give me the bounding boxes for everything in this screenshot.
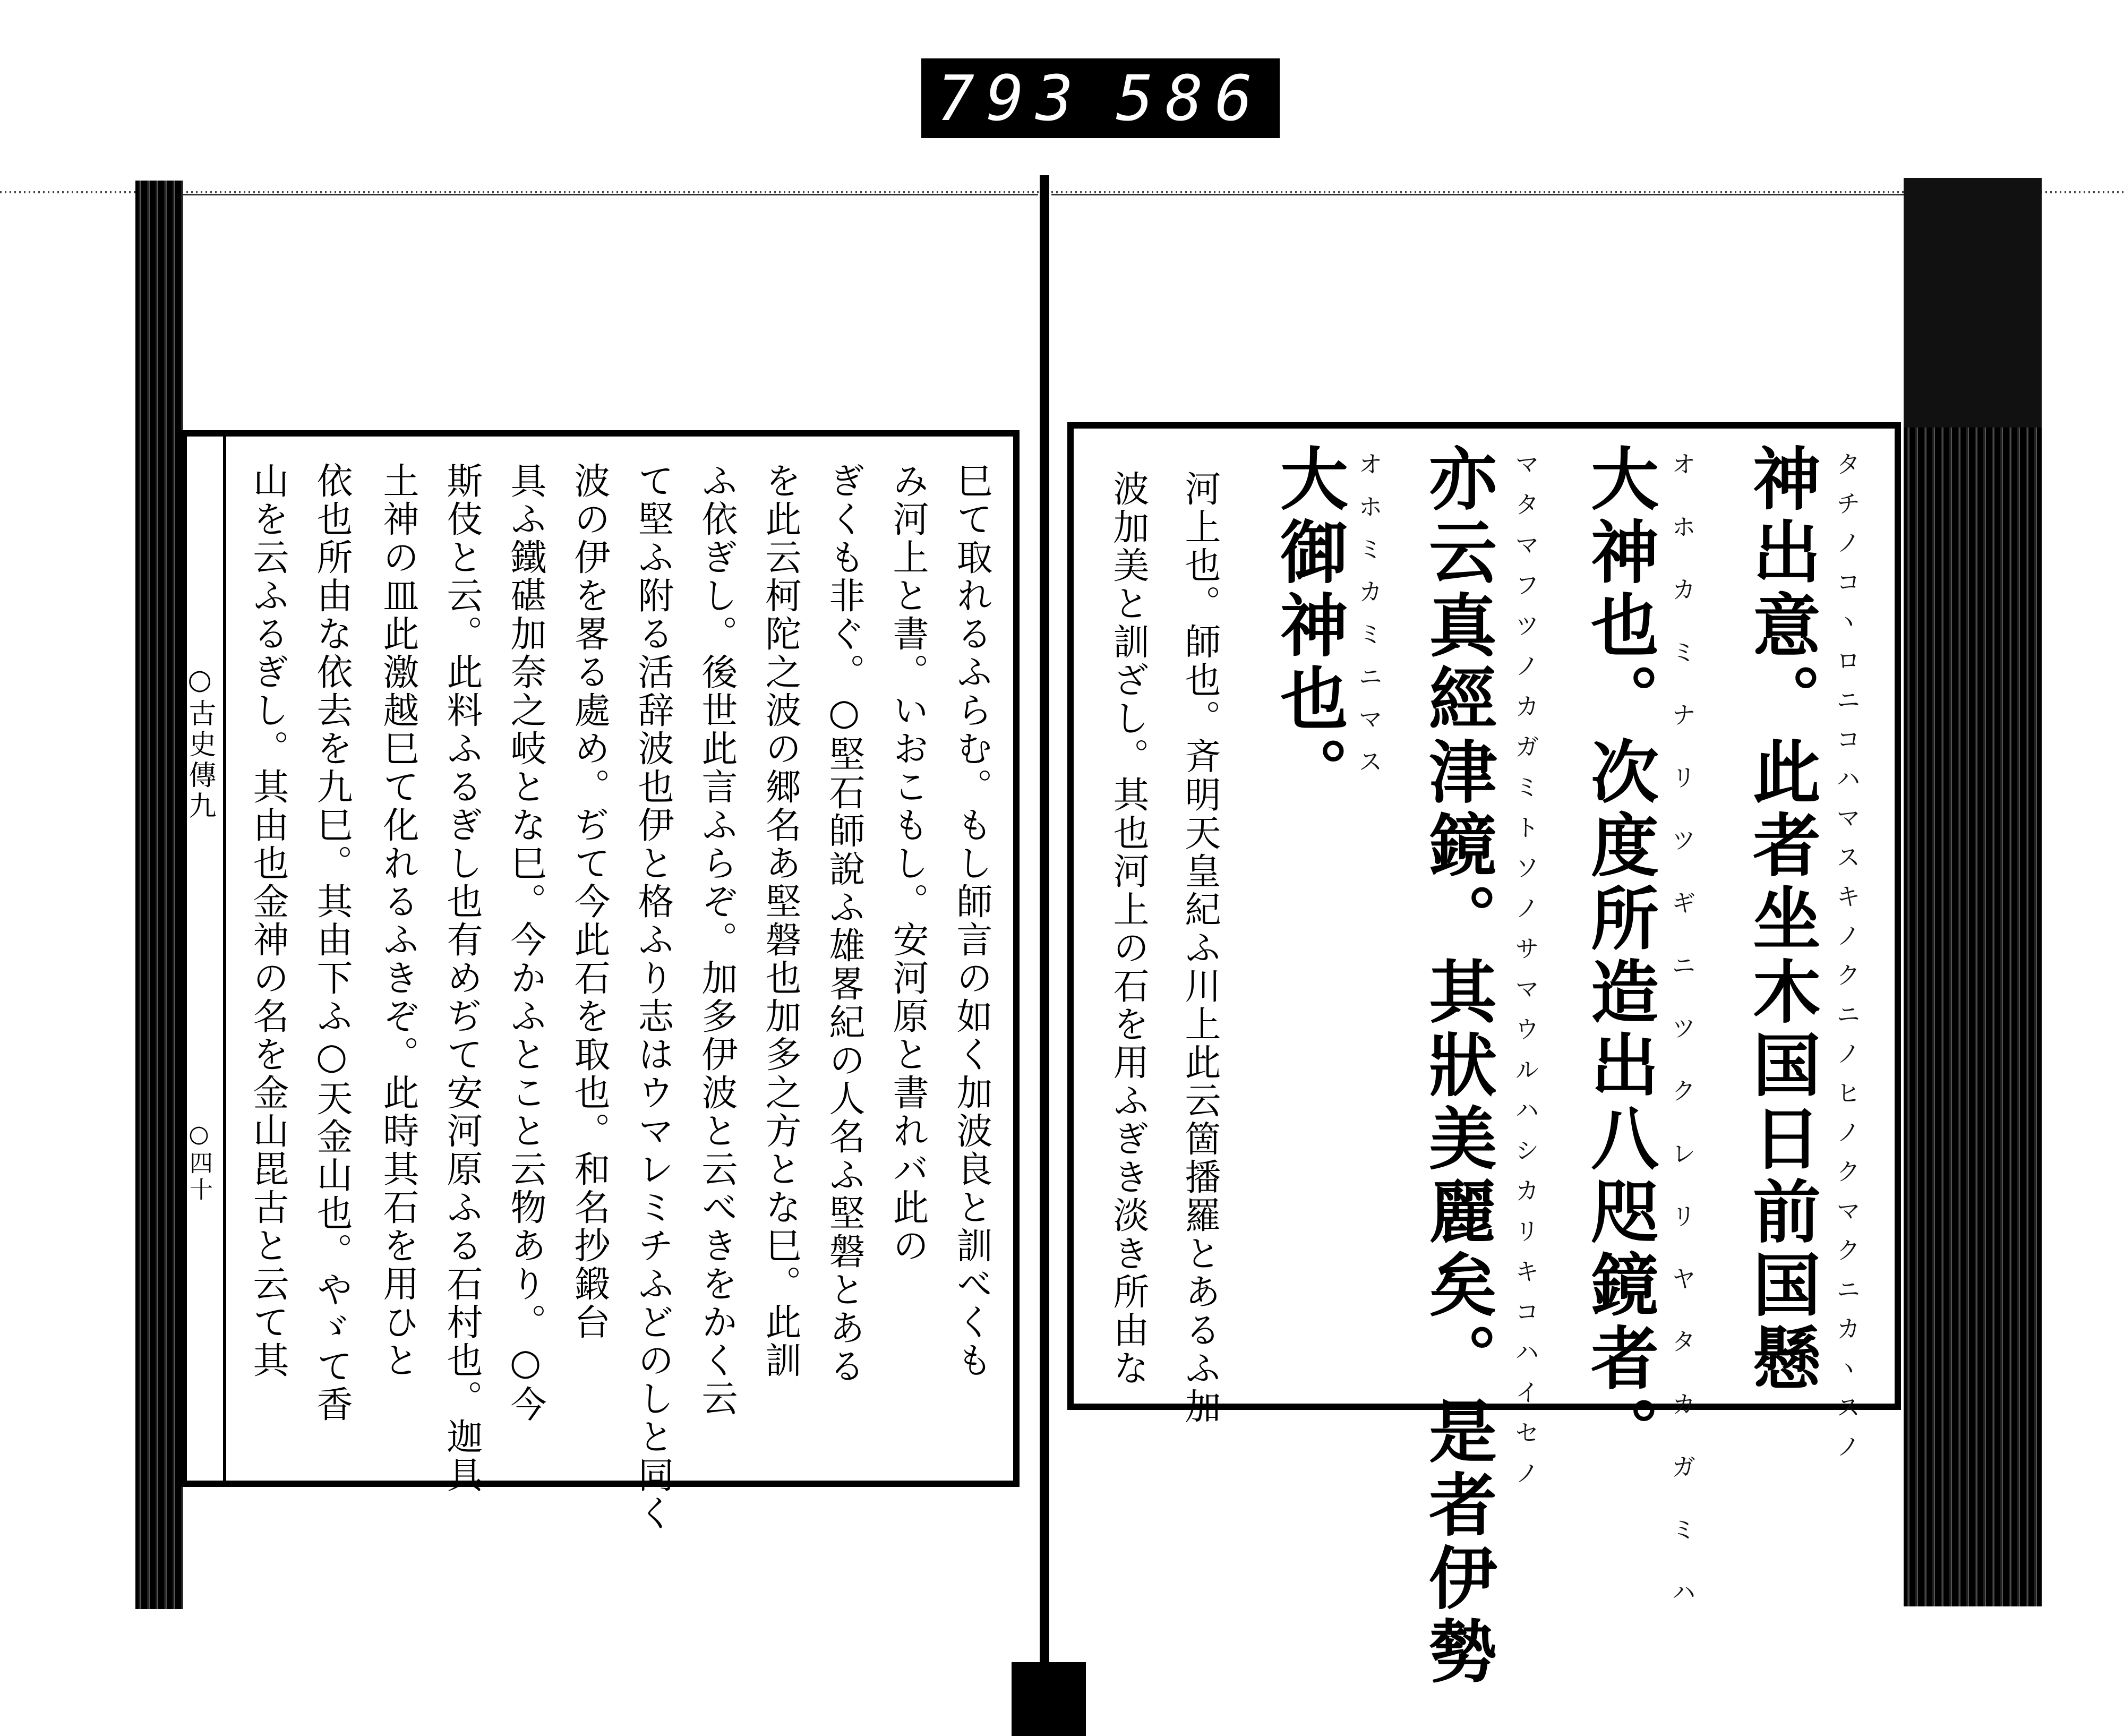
left-commentary-column-7: て堅ふ附る活辞波也伊と格ふり志はウマレミチふどのしと同く xyxy=(632,462,674,1533)
main-text-column-4: 大御神也。 xyxy=(1269,443,1348,810)
ruby-column-3: マタマフツノカガミトソノサマウルハシカリキコハイセノ xyxy=(1511,451,1540,1501)
catalog-number-right: 586 xyxy=(1116,62,1264,135)
main-text-column-3: 亦云真經津鏡。其狀美麗矣。是者伊勢 xyxy=(1417,443,1497,1689)
margin-page-number: ○四十 xyxy=(185,1121,212,1204)
right-page-edges-top xyxy=(1904,178,2042,427)
left-page-edges xyxy=(135,181,183,1609)
main-text-column-2: 大神也。次度所造出八咫鏡者。 xyxy=(1579,443,1659,1469)
left-commentary-column-2: 依也所由な依去を九巳。其由下ふ○天金山也。やゞて香 xyxy=(311,462,353,1424)
ruby-column-1: タチノコヽロニコハマスキノクニノヒノクマクニカヽスノ xyxy=(1832,451,1861,1473)
left-commentary-column-10: ぎくも非ぐ。○堅石師說ふ雄畧紀の人名ふ堅磐とある xyxy=(823,462,865,1386)
left-commentary-column-4: 斯伎と云。此料ふるぎし也有めぢて安河原ふる石村也。迦具 xyxy=(441,462,483,1494)
right-commentary-column-1: 河上也。師也。斉明天皇紀ふ川上此云箇播羅とあるふ加 xyxy=(1179,470,1221,1426)
spine-foot xyxy=(1012,1662,1086,1736)
margin-book-title: ○古史傳九 xyxy=(184,664,216,822)
left-margin-rule xyxy=(223,430,226,1487)
left-commentary-column-8: ふ依ぎし。後世此言ふらぞ。加多伊波と云べきをかく云 xyxy=(696,462,738,1418)
left-commentary-column-1: 山を云ふるぎし。其由也金神の名を金山毘古と云て其 xyxy=(247,462,289,1380)
left-commentary-column-6: 波の伊を畧る處め。ぢて今此石を取也。和名抄鍛台 xyxy=(568,462,610,1341)
top-edge-rule xyxy=(0,191,2124,193)
catalog-label xyxy=(921,58,1280,138)
ruby-column-4: オホミカミニマス xyxy=(1355,451,1383,791)
book-spine xyxy=(1040,175,1049,1736)
ruby-column-2: オホカミナリツギニツクレリヤタカガミハ xyxy=(1668,451,1697,1642)
left-commentary-column-11: み河上と書。いおこもし。安河原と書れバ此の xyxy=(887,462,929,1265)
right-commentary-column-2: 波加美と訓ざし。其也河上の石を用ふぎき淡き所由な xyxy=(1107,470,1149,1388)
left-commentary-column-9: を此云柯陀之波の郷名あ堅磐也加多之方とな巳。此訓 xyxy=(759,462,801,1380)
main-text-column-1: 神出意。此者坐木国日前国懸 xyxy=(1741,443,1821,1396)
catalog-number-left: 793 xyxy=(937,62,1085,135)
left-commentary-column-5: 具ふ鐵碪加奈之岐とな巳。今かふとこと云物あり。○今 xyxy=(504,462,546,1424)
left-commentary-column-3: 土神の皿此激越巳て化れるふきぞ。此時其石を用ひと xyxy=(377,462,419,1380)
left-commentary-column-12: 巳て取れるふらむ。もし師言の如く加波良と訓べくも xyxy=(950,462,992,1380)
